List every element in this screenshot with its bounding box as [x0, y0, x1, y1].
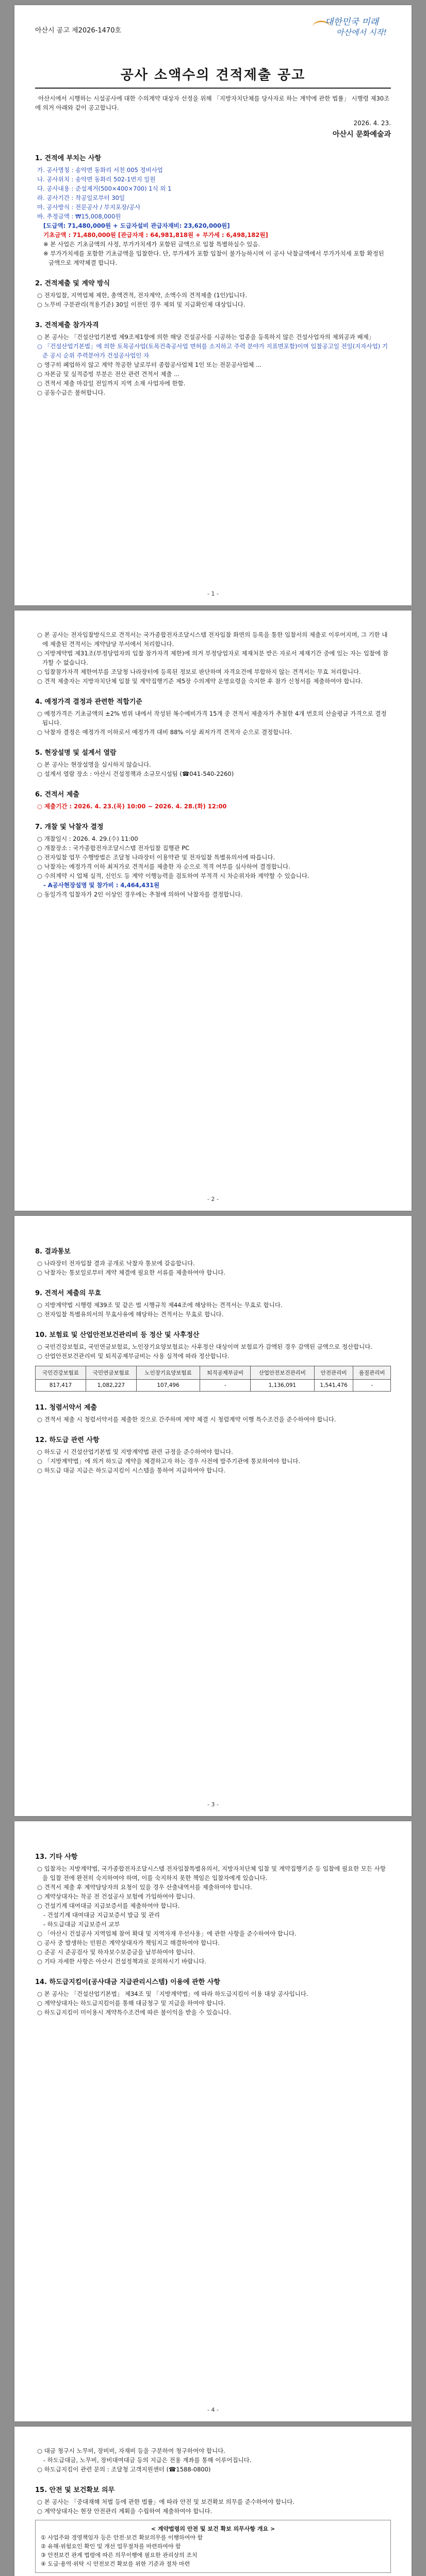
insurance-cost-table: [35, 1366, 391, 1392]
section-7-cost-line: - A공사현장설명 및 참가비 : 4,464,431원: [43, 882, 160, 889]
table-cell: 1,136,091: [251, 1380, 314, 1392]
section-13-line: - 건설기계 대여대금 지급보증서 발급 및 관리: [43, 1911, 160, 1919]
safety-box-item: ① 사업주와 경영책임자 등은 안전·보건 확보의무를 이행하여야 함: [41, 2534, 203, 2541]
section-5-line: ○ 본 공사는 현장설명을 실시하지 않습니다.: [37, 761, 151, 768]
section-7-line: ○ 전자입찰 업무 수행방법은 조달청 나라장터 이용약관 및 전자입찰 특별유의서에 따릅니다.: [37, 854, 275, 861]
table-header-cell: 노인장기요양보험료: [136, 1366, 200, 1380]
section-9-line: ○ 전자입찰 특별유의서의 무효사유에 해당하는 견적서는 무효로 합니다.: [37, 1311, 224, 1318]
section-11-line: ○ 견적서 제출 시 청렴서약서를 제출한 것으로 간주하며 계약 체결 시 청렴계약 이행 특수조건을 준수하여야 합니다.: [37, 1416, 336, 1423]
section-3-line: ○ 「건설산업기본법」에 의한 토목공사업(토목건축공사업 면허를 소지하고 주력 분야가 지표면포함)이며 입찰공고일 전일(지자사업) 기준 공시 순위 주력분야가 건설공사업인 자: [37, 343, 388, 359]
section-11-title: 11. 청렴서약서 제출: [35, 1404, 97, 1412]
section-13-title: 13. 기타 사항: [35, 1853, 78, 1861]
safety-box-item: ② 유해·위험요인 확인 및 개선 업무절차를 마련하여야 함: [41, 2543, 181, 2550]
section-14-title: 14. 하도급지킴이(공사대금 지급관리시스템) 이용에 관한 사항: [35, 1978, 220, 1986]
section-12-line: ○ 하도급 대금 지급은 하도급지킴이 시스템을 통하여 지급하여야 합니다.: [37, 1467, 226, 1474]
safety-obligation-box: [35, 2520, 391, 2573]
section-2-line: ○ 전자입찰, 지역업체 제한, 총액견적, 전자계약, 소액수의 견적제출 (1인)입니다.: [37, 292, 248, 299]
safety-box-item: ③ 안전보건 관계 법령에 따른 의무이행에 필요한 관리상의 조치: [41, 2552, 198, 2558]
section-14-cont-line: ○ 하도급지킴이 관련 문의 : 조달청 고객지원센터 (☎1588-0800): [37, 2466, 211, 2473]
section-12-line: ○ 하도급 시 건설산업기본법 및 지방계약법 관련 규정을 준수하여야 합니다.: [37, 1448, 233, 1455]
section-13-line: ○ 견적서 제출 후 계약담당자의 요청이 있을 경우 산출내역서를 제출하여야 합니다.: [37, 1884, 252, 1891]
section-6-title: 6. 견적서 제출: [35, 791, 79, 799]
base-price-line: 기초금액 : 71,480,000원 [관급자재 : 64,981,818원 + 부가세 : 6,498,182원]: [43, 231, 268, 239]
document-number: 아산시 공고 제2026-1470호: [35, 27, 122, 35]
table-cell: -: [353, 1380, 391, 1392]
section-5-line: ○ 설계서 열람 장소 : 아산시 건설정책과 소규모시설팀 (☎041-540-2260): [37, 770, 234, 777]
section-14-cont-line: ○ 대금 청구시 노무비, 장비비, 자재비 등을 구분하여 청구하여야 합니다.: [37, 2447, 225, 2454]
section-13-line: ○ 「아산시 건설공사 지역업체 참여 확대 및 지역자재 우선사용」에 관한 사항을 준수하여야 합니다.: [37, 1930, 297, 1937]
section-5-title: 5. 현장설명 및 설계서 열람: [35, 749, 117, 757]
logo-line-2: 아산에서 시작!: [336, 28, 387, 37]
announcement-date: 2026. 4. 23.: [353, 120, 391, 127]
document-page-3: [14, 1216, 412, 1816]
section-2-line: ○ 노무비 구분관리(적용기준) 30일 이전인 경우 제외 및 지급확인제 대상입니다.: [37, 301, 245, 308]
section-3-cont-line: ○ 입찰참가자격 제한여부를 조달청 나라장터에 등록된 정보로 판단하며 자격요건에 부합하지 않는 견적서는 무효 처리합니다.: [37, 668, 361, 675]
section-7-line: ○ 동일가격 입찰자가 2인 이상인 경우에는 추첨에 의하여 낙찰자를 결정합니다.: [37, 891, 243, 898]
section-1-title: 1. 견적에 부치는 사항: [35, 155, 102, 162]
section-3-cont-line: ○ 본 공사는 전자입찰방식으로 견적서는 국가종합전자조달시스템 전자입찰 화면의 등록을 통한 입찰서의 제출로 이루어지며, 그 기한 내에 제출된 견적서는 계약담당 부서에서 처리합니다.: [37, 631, 388, 648]
safety-box-title: < 계약법령의 안전 및 보건 확보 의무사항 개요 >: [151, 2526, 275, 2532]
section-7-line: ○ 수의계약 시 업체 실적, 신인도 등 계약 이행능력을 검토하여 부적격 시 차순위자와 계약할 수 있습니다.: [37, 872, 309, 879]
section-9-line: ○ 지방계약법 시행령 제39조 및 같은 법 시행규칙 제44조에 해당하는 견적서는 무효로 합니다.: [37, 1301, 283, 1309]
document-title: 공사 소액수의 견적제출 공고: [120, 67, 306, 83]
section-7-line: ○ 낙찰자는 예정가격 이하 최저가로 견적서를 제출한 자 순으로 적격 여부를 심사하여 결정합니다.: [37, 863, 290, 870]
section-15-line: ○ 본 공사는 「중대재해 처벌 등에 관한 법률」에 따라 안전 및 보건확보 의무를 준수하여야 합니다.: [37, 2498, 294, 2505]
section-15-line: ○ 계약상대자는 현장 안전관리 계획을 수립하여 제출하여야 합니다.: [37, 2507, 212, 2515]
section-3-line: ○ 영구히 폐업하지 않고 계약 착공한 날로부터 종합공사업체 1인 또는 전문공사업체 ...: [37, 361, 262, 368]
intro-paragraph: 아산시에서 시행하는 시설공사에 대한 수의계약 대상자 선정을 위해 「지방자치단체를 당사자로 하는 계약에 관한 법률」 시행령 제30조에 의거 아래와 같이 공고합니다.: [35, 95, 390, 111]
page-number: - 3 -: [207, 1801, 219, 1808]
section-13-line: ○ 계약상대자는 착공 전 건설공사 보험에 가입하여야 합니다.: [37, 1893, 195, 1900]
section-3-line: ○ 공동수급은 불허합니다.: [37, 389, 106, 396]
section-1-note: ※ 부가가치세를 포함한 기초금액을 입찰한다. 단, 부가세가 포함 입찰이 불가능하시며 이 공사 낙찰금액에서 부가가치세 포함 확정된 금액으로 계약체결 합니다.: [43, 250, 384, 266]
table-header-cell: 안전관리비: [314, 1366, 353, 1380]
submission-period: ○ 제출기간 : 2026. 4. 23.(목) 10:00 ~ 2026. 4. 28.(화) 12:00: [37, 803, 227, 810]
table-cell: 107,496: [136, 1380, 200, 1392]
section-7-line: ○ 개찰장소 : 국가종합전자조달시스템 전자입찰 집행관 PC: [37, 844, 190, 852]
section-1-line: 가. 공사명칭 : 송악면 동화리 서천 005 정비사업: [37, 166, 163, 174]
section-7-title: 7. 개찰 및 낙찰자 결정: [35, 823, 104, 831]
section-1-line: 다. 공사내용 : 준설제거(500×400×700) 1식 외 1: [37, 185, 172, 192]
table-header-cell: 국민연금보험료: [86, 1366, 136, 1380]
section-1-line: 마. 공사방식 : 전문공사 / 부지포장/공사: [37, 204, 141, 211]
section-13-line: ○ 기타 자세한 사항은 아산시 건설정책과로 문의하시기 바랍니다.: [37, 1958, 207, 1965]
logo-line-1: 대한민국 미래: [325, 17, 379, 27]
document-page-1: [14, 5, 412, 605]
section-9-title: 9. 견적서 제출의 무효: [35, 1290, 102, 1297]
table-header-cell: 산업안전보건관리비: [251, 1366, 314, 1380]
section-12-title: 12. 하도급 관련 사항: [35, 1436, 100, 1444]
section-4-line: ○ 예정가격은 기초금액의 ±2% 범위 내에서 작성된 복수예비가격 15개 중 견적서 제출자가 추첨한 4개 번호의 산술평균 가격으로 결정됩니다.: [37, 710, 387, 726]
section-4-title: 4. 예정가격 결정과 관련한 적합기준: [35, 698, 142, 706]
section-3-cont-line: ○ 견적 제출자는 지방자치단체 입찰 및 계약집행기준 제5장 수의계약 운영요령을 숙지한 후 참가 신청서를 제출하여야 합니다.: [37, 677, 363, 685]
section-14-cont-line: - 하도급대금, 노무비, 장비대여대금 등의 지급은 전용 계좌를 통해 이루어집니다.: [43, 2456, 252, 2464]
section-8-line: ○ 나라장터 전자입찰 결과 공개로 낙찰자 통보에 갈음합니다.: [37, 1260, 195, 1267]
table-header-cell: 퇴직공제부금비: [200, 1366, 251, 1380]
section-3-line: ○ 자본금 및 실적증빙 부분은 전산 관련 견적서 제출 ...: [37, 370, 180, 378]
page-number: - 1 -: [207, 590, 219, 597]
section-14-line: ○ 계약상대자는 하도급지킴이를 통해 대금청구 및 지급을 하여야 합니다.: [37, 1999, 226, 2007]
table-header-row: [36, 1366, 391, 1380]
section-8-line: ○ 낙찰자는 통보일로부터 계약 체결에 필요한 서류를 제출하여야 합니다.: [37, 1269, 226, 1276]
document-page-4: [14, 1821, 412, 2421]
table-cell: -: [200, 1380, 251, 1392]
section-4-line: ○ 낙찰자 결정은 예정가격 이하로서 예정가격 대비 88% 이상 최저가격 견적자 순으로 결정합니다.: [37, 728, 292, 736]
section-1-line: [도급액: 71,480,000원 + 도급자설비 관급자재비: 23,620,000원]: [43, 222, 230, 229]
section-12-line: ○ 「지방계약법」에 의거 하도급 계약을 체결하고자 하는 경우 사전에 발주기관에 통보하여야 합니다.: [37, 1458, 301, 1465]
section-1-note: ※ 본 사업은 기초금액의 사정, 부가가치세가 포함된 금액으로 입찰 특별하실수 있음.: [43, 241, 260, 248]
section-10-line: ○ 산업안전보건관리비 및 퇴직공제부금비는 사용 실적에 따라 정산합니다.: [37, 1352, 230, 1360]
table-cell: 1,082,227: [86, 1380, 136, 1392]
section-1-line: 라. 공사기간 : 착공일로부터 30일: [37, 194, 125, 201]
section-1-line: 나. 공사위치 : 송악면 동화리 502-1번지 일원: [37, 176, 156, 183]
section-13-line: ○ 건설기계 대여대금 지급보증서를 제출하여야 합니다.: [37, 1902, 180, 1909]
table-header-cell: 국민건강보험료: [36, 1366, 86, 1380]
section-7-line: ○ 개찰일시 : 2026. 4. 29.(수) 11:00: [37, 835, 138, 842]
section-8-title: 8. 결과통보: [35, 1248, 71, 1256]
section-3-title: 3. 견적제출 참가자격: [35, 321, 99, 329]
section-2-title: 2. 견적제출 및 계약 방식: [35, 280, 110, 287]
section-3-cont-line: ○ 지방계약법 제31조(부정당업자의 입찰 참가자격 제한)에 의거 부정당업자로 제재처분 받은 자로서 제재기간 중에 있는 자는 입찰에 참가할 수 없습니다.: [37, 650, 388, 666]
table-cell: 817,417: [36, 1380, 86, 1392]
safety-box-item: ④ 도급·용역·위탁 시 안전보건 확보를 위한 기준과 절차 마련: [41, 2561, 190, 2567]
section-10-title: 10. 보험료 및 산업안전보건관리비 등 정산 및 사후정산: [35, 1331, 200, 1339]
section-3-line: ○ 본 공사는 「건설산업기본법 제9조제1항에 의한 해당 건설공사를 시공하는 업종을 등록하지 않은 건설사업자의 제외공과 배제」: [37, 333, 375, 341]
section-15-title: 15. 안전 및 보건확보 의무: [35, 2486, 115, 2494]
section-13-line: ○ 공사 중 발생하는 민원은 계약상대자가 책임지고 해결하여야 합니다.: [37, 1939, 220, 1946]
section-14-line: ○ 본 공사는 「건설산업기본법」 제34조 및 「지방계약법」에 따라 하도급지킴이 이용 대상 공사입니다.: [37, 1990, 308, 1997]
section-10-line: ○ 국민건강보험료, 국민연금보험료, 노인장기요양보험료는 사후정산 대상이며 보험료가 감액된 경우 감액된 금액으로 정산합니다.: [37, 1343, 372, 1350]
page-number: - 4 -: [207, 2406, 219, 2413]
table-cell: 1,541,476: [314, 1380, 353, 1392]
section-13-line: ○ 입찰자는 지방계약법, 국가종합전자조달시스템 전자입찰특별유의서, 지방자치단체 입찰 및 계약집행기준 등 입찰에 필요한 모든 사항을 입찰 전에 완전히 숙지하여야 하며, 이를 숙지하지 못한 책임은 입찰자에게 있습니다.: [37, 1865, 386, 1882]
section-13-line: ○ 준공 시 준공검사 및 하자보수보증금을 납부하여야 합니다.: [37, 1948, 195, 1956]
table-row: [36, 1380, 391, 1392]
section-13-line: - 하도급대금 지급보증서 교부: [43, 1921, 120, 1928]
section-1-line: 바. 추정금액 : ₩15,008,000원: [37, 213, 121, 220]
section-14-line: ○ 하도급지킴이 미이용시 계약특수조건에 따른 불이익을 받을 수 있습니다.: [37, 2009, 232, 2016]
document-page-2: [14, 611, 412, 1211]
issuer-name: 아산시 문화예술과: [332, 130, 391, 139]
table-header-cell: 품질관리비: [353, 1366, 391, 1380]
title-divider: [35, 88, 391, 89]
section-3-line: ○ 견적서 제출 마감일 전일까지 지역 소재 사업자에 한함.: [37, 380, 186, 387]
page-number: - 2 -: [207, 1196, 219, 1202]
document-page-5: [14, 2427, 412, 2576]
